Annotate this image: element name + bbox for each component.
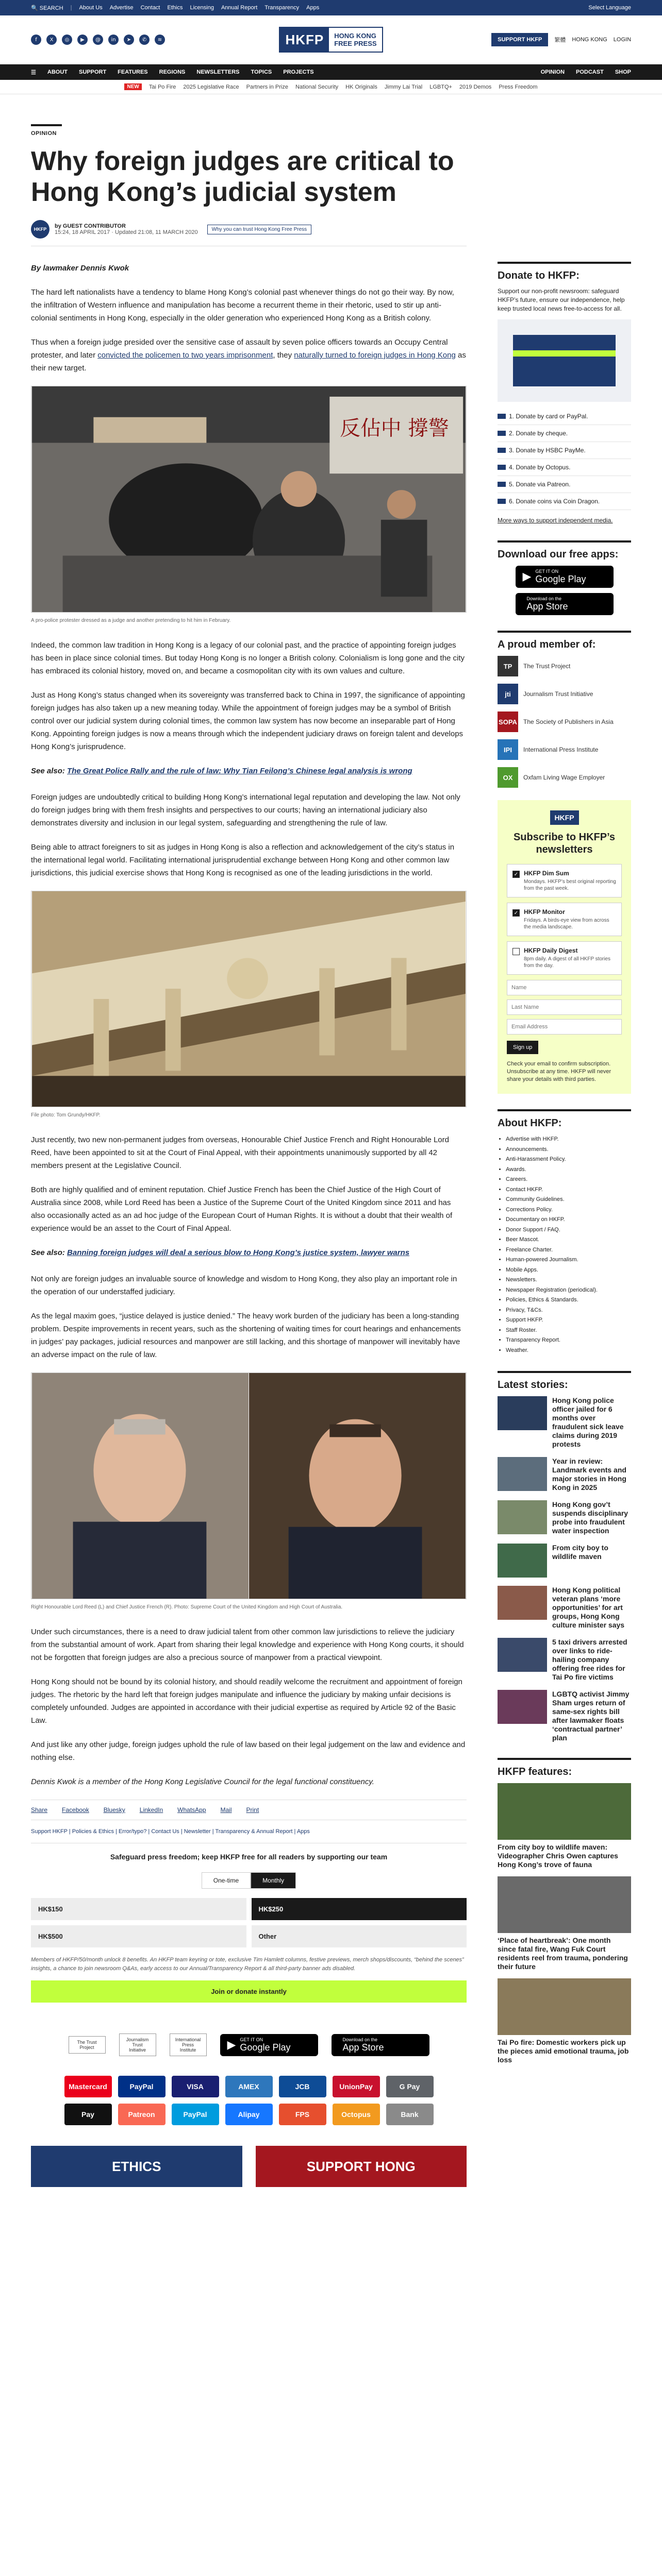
- paragraph: Both are highly qualified and of eminent reputation. Chief Justice French has been the Chief Justice of the High Court of Australia since 2008, while Lord Reed has been a Justice of the Supreme Court of the United Kingdom since 2011 and has also occasionally acted as an ad hoc judge of the European Court of Human Rights. It is without a doubt that their wealth of experience would be an asset to the Court of Final Appeal.: [31, 1185, 453, 1233]
- nav-item[interactable]: REGIONS: [159, 69, 186, 75]
- alipay-icon: Alipay: [225, 2104, 273, 2125]
- trending-bar: [0, 80, 662, 94]
- category-label[interactable]: OPINION: [31, 130, 57, 137]
- about-link[interactable]: • Community Guidelines.: [506, 1195, 631, 1205]
- about-link[interactable]: • Donor Support / FAQ.: [506, 1225, 631, 1235]
- language-select[interactable]: Select Language: [588, 5, 631, 11]
- checkbox-empty-icon: [512, 948, 520, 955]
- last-name-field[interactable]: [507, 999, 622, 1015]
- top-link[interactable]: Transparency: [264, 5, 300, 11]
- google-play-button[interactable]: ▶ GET IT ON Google Play: [516, 566, 614, 588]
- donate-option[interactable]: 6. Donate coins via Coin Dragon.: [498, 493, 631, 510]
- about-link[interactable]: • Privacy, T&Cs.: [506, 1306, 631, 1316]
- amount-option[interactable]: HK$250: [252, 1898, 467, 1920]
- telegram-icon[interactable]: ➤: [124, 35, 134, 45]
- about-link[interactable]: • Transparency Report.: [506, 1335, 631, 1346]
- share-label: Share: [31, 1806, 48, 1814]
- about-link[interactable]: • Announcements.: [506, 1145, 631, 1155]
- share-print[interactable]: Print: [246, 1806, 259, 1814]
- trending-link[interactable]: Tai Po Fire: [148, 83, 176, 90]
- paragraph: Indeed, the common law tradition in Hong Kong is a legacy of our colonial past, and the practice of appointing foreign judges has been in place since colonial times. But today Hong Kong is no longer a British colony. Colonialism is long gone and the city has embraced its colonial history, moved on, and became a cosmopolitan city with its own values and culture.: [31, 641, 465, 675]
- nav-item[interactable]: NEWSLETTERS: [196, 69, 240, 75]
- court-building-photo: [31, 891, 467, 1107]
- share-mail[interactable]: Mail: [220, 1806, 232, 1814]
- x-icon[interactable]: X: [46, 35, 57, 45]
- about-link[interactable]: • Anti-Harassment Policy.: [506, 1155, 631, 1165]
- trending-link[interactable]: LGBTQ+: [429, 83, 452, 90]
- facebook-icon[interactable]: f: [31, 35, 41, 45]
- support-hkfp-button[interactable]: SUPPORT HKFP: [491, 33, 548, 46]
- name-field[interactable]: [507, 980, 622, 995]
- whatsapp-icon[interactable]: ✆: [139, 35, 150, 45]
- latest-story[interactable]: Hong Kong police officer jailed for 6 months over fraudulent sick leave claims during 2019 protests: [498, 1396, 631, 1449]
- amount-option[interactable]: Other: [252, 1925, 467, 1947]
- inline-link[interactable]: naturally turned to foreign judges in Hong Kong: [294, 351, 456, 360]
- fps-icon: FPS: [279, 2104, 326, 2125]
- trending-link[interactable]: National Security: [295, 83, 339, 90]
- donate-option[interactable]: 3. Donate by HSBC PayMe.: [498, 442, 631, 459]
- masthead: [0, 15, 662, 64]
- trending-link[interactable]: Jimmy Lai Trial: [384, 83, 423, 90]
- jcb-icon: JCB: [279, 2076, 326, 2097]
- paypal-alt-icon: PayPal: [172, 2104, 219, 2125]
- latest-story[interactable]: Year in review: Landmark events and major stories in Hong Kong in 2025: [498, 1457, 631, 1492]
- frequency-one-time[interactable]: One-time: [202, 1872, 251, 1889]
- frequency-toggle: [31, 1872, 467, 1889]
- about-link[interactable]: • Corrections Policy.: [506, 1205, 631, 1215]
- policy-links[interactable]: Support HKFP | Policies & Ethics | Error/typo? | Contact Us | Newsletter | Transparency & Annual Report | Apps: [31, 1828, 310, 1835]
- donate-option[interactable]: 5. Donate via Patreon.: [498, 476, 631, 493]
- nav-item[interactable]: OPINION: [540, 69, 565, 75]
- social-links: [31, 35, 279, 45]
- youtube-icon[interactable]: ▶: [77, 35, 88, 45]
- share-whatsapp[interactable]: WhatsApp: [177, 1806, 206, 1814]
- top-link[interactable]: Annual Report: [221, 5, 258, 11]
- top-link[interactable]: Advertise: [109, 5, 134, 11]
- paragraph: Just recently, two new non-permanent judges from overseas, Honourable Chief Justice French and Right Honourable Lord Reed, have been appointed to sit at the Court of Final Appeal, with their appointments unanimously supported by all 42 members present at the Legislative Council.: [31, 1136, 449, 1170]
- nav-item[interactable]: TOPICS: [251, 69, 272, 75]
- newsletter-option[interactable]: HKFP Daily Digest 8pm daily. A digest of all HKFP stories from the day.: [507, 941, 622, 975]
- membership-note: Members of HKFP/50/month unlock 8 benefits. An HKFP team keyring or tote, exclusive Tim Hamlett columns, festive previews, merch shops/discounts, “behind the scenes” insights, a chance to join newsroom Q&As, early access to our Annual/Transparency Report & all third-party banner ads disabled.: [31, 1957, 464, 1972]
- newsletter-option[interactable]: ✓ HKFP Dim Sum Mondays. HKFP’s best original reporting from the past week.: [507, 864, 622, 897]
- about-link[interactable]: • Staff Roster.: [506, 1326, 631, 1336]
- member-logo[interactable]: TP The Trust Project: [498, 656, 631, 676]
- article-body: [31, 262, 467, 2187]
- article-header: [31, 94, 631, 246]
- paragraph: Foreign judges are undoubtedly critical to building Hong Kong’s international legal reputation and developing the law. Not only do foreign judges bring with them fresh insights and perspectives to our courts; having an international judiciary also demonstrates diversity and inclusion in our legal system, safeguarding and strengthening the rule of law.: [31, 793, 460, 827]
- nav-item[interactable]: SHOP: [615, 69, 631, 75]
- paragraph: Thus when a foreign judge presided over the sensitive case of assault by seven police officers towards an Occupy Central protester, and later convicted the policemen to two years imprisonment, they naturally turned to foreign judges in Hong Kong as their new target.: [31, 338, 466, 372]
- newsletter-option[interactable]: ✓ HKFP Monitor Fridays. A birds-eye view from across the media landscape.: [507, 903, 622, 936]
- unionpay-icon: UnionPay: [333, 2076, 380, 2097]
- privacy-note: Check your email to confirm subscription. Unsubscribe at any time. HKFP will never share your details with third parties.: [507, 1061, 611, 1082]
- latest-story[interactable]: 5 taxi drivers arrested over links to ride-hailing company offering free rides for Tai Po fire victims: [498, 1638, 631, 1682]
- linkedin-icon[interactable]: in: [108, 35, 119, 45]
- newsletter-signup: [498, 800, 631, 1094]
- author-link[interactable]: by GUEST CONTRIBUTOR: [55, 223, 126, 229]
- trending-link[interactable]: 2025 Legislative Race: [183, 83, 239, 90]
- share-bluesky[interactable]: Bluesky: [103, 1806, 125, 1814]
- features-heading: HKFP features:: [498, 1758, 631, 1778]
- about-link[interactable]: • Support HKFP.: [506, 1315, 631, 1326]
- trending-link[interactable]: HK Originals: [345, 83, 377, 90]
- signup-button[interactable]: Sign up: [507, 1041, 538, 1054]
- member-logo[interactable]: IPI International Press Institute: [498, 739, 631, 760]
- top-link[interactable]: About Us: [79, 5, 103, 11]
- login-link[interactable]: LOGIN: [613, 37, 632, 43]
- feature-story[interactable]: Tai Po fire: Domestic workers pick up the pieces amid emotional trauma, job loss: [498, 1978, 631, 2064]
- amount-option[interactable]: HK$500: [31, 1925, 246, 1947]
- paragraph: Just as Hong Kong’s status changed when its sovereignty was transferred back to China in 1997, the significance of appointing foreign judges has also taken up a new meaning today. While the appointment of foreign judges may be a symbol of British control over our judicial system during colonial times, the common law system has now become an inseparable part of Hong Kong. Appointing foreign judges is now a means through which the independent judiciary draws on foreign talent and develops Hong Kong’s jurisprudence.: [31, 691, 465, 751]
- search-link[interactable]: 🔍 SEARCH: [31, 5, 63, 11]
- member-logo[interactable]: SOPA The Society of Publishers in Asia: [498, 711, 631, 732]
- share-facebook[interactable]: Facebook: [62, 1806, 89, 1814]
- judges-photo: [31, 1372, 467, 1599]
- about-link[interactable]: • Beer Mascot.: [506, 1235, 631, 1245]
- hamburger-icon[interactable]: ☰: [31, 69, 36, 76]
- trending-link[interactable]: Press Freedom: [499, 83, 538, 90]
- newsletter-logo: HKFP: [550, 810, 579, 825]
- author-bio: Dennis Kwok is a member of the Hong Kong Legislative Council for the legal functional constituency.: [31, 1777, 374, 1786]
- paypal-icon: PayPal: [118, 2076, 166, 2097]
- more-ways-link[interactable]: More ways to support independent media.: [498, 517, 613, 524]
- trending-link[interactable]: 2019 Demos: [459, 83, 492, 90]
- about-link[interactable]: • Awards.: [506, 1165, 631, 1175]
- paragraph: The hard left nationalists have a tendency to blame Hong Kong’s colonial past whenever things do not go their way. By now, the infiltration of Western influence and manipulation has become a recurrent theme in their rhetoric, used to stir up anti-colonial sentiments in Hong Kong, especially in the older generation who experienced Hong Kong as a British colony.: [31, 288, 454, 323]
- svg-text:反佔中 撐警: 反佔中 撐警: [340, 416, 449, 440]
- about-link[interactable]: • Advertise with HKFP.: [506, 1134, 631, 1145]
- checkbox-checked-icon: ✓: [512, 909, 520, 917]
- nav-item[interactable]: PROJECTS: [283, 69, 314, 75]
- donate-title: Safeguard press freedom; keep HKFP free for all readers by supporting our team: [110, 1853, 388, 1861]
- member-heading: A proud member of:: [498, 631, 631, 651]
- partner-logos: [31, 2033, 467, 2056]
- bank-icon: Bank: [386, 2104, 434, 2125]
- about-list: [498, 1134, 631, 1355]
- visa-icon: VISA: [172, 2076, 219, 2097]
- feature-story[interactable]: ‘Place of heartbreak’: One month since fatal fire, Wang Fuk Court residents reel from trauma, pondering their future: [498, 1876, 631, 1971]
- top-link[interactable]: Licensing: [190, 5, 214, 11]
- about-link[interactable]: • Newspaper Registration (periodical).: [506, 1285, 631, 1296]
- paragraph: As the legal maxim goes, “justice delayed is justice denied.” The heavy work burden of the judiciary has been a long-standing problem. Despite improvements in recent years, such as the shortening of waiting times for court hearings and enhancements in judges’ pay packages, judicial resources and manpower are still lacking, and this shortage of manpower will inevitably have an adverse impact on the rule of law.: [31, 1312, 461, 1359]
- about-link[interactable]: • Contact HKFP.: [506, 1185, 631, 1195]
- patreon-icon: Patreon: [118, 2104, 166, 2125]
- checkbox-checked-icon: ✓: [512, 871, 520, 878]
- nav-item[interactable]: ABOUT: [47, 69, 68, 75]
- newsletter-title: Subscribe to HKFP’s newsletters: [513, 832, 616, 855]
- trust-project-logo[interactable]: The Trust Project: [69, 2036, 106, 2054]
- about-link[interactable]: • Mobile Apps.: [506, 1265, 631, 1276]
- see-also: See also: The Great Police Rally and the rule of law: Why Tian Feilong’s Chinese legal analysis is wrong: [31, 767, 412, 775]
- top-utility-bar: 🔍 SEARCH | About Us Advertise Contact Ethics Licensing Annual Report Transparency Apps Select Language: [0, 0, 662, 15]
- amount-option[interactable]: HK$150: [31, 1898, 246, 1920]
- donate-image: [498, 319, 631, 402]
- support-banner[interactable]: SUPPORT HONG: [256, 2146, 467, 2187]
- article-author: By lawmaker Dennis Kwok: [31, 264, 129, 273]
- about-link[interactable]: • Weather.: [506, 1346, 631, 1356]
- paragraph: Being able to attract foreigners to sit as judges in Hong Kong is also a reflection and acknowledgement of the city’s status in the international legal world. Facilitating international jurisprudential exchange between Hong Kong and other common law jurisdictions, this judicial exercise shows that Hong Kong is recognised as one of the leading jurisdictions in the world.: [31, 843, 455, 877]
- latest-story[interactable]: From city boy to wildlife maven: [498, 1544, 631, 1578]
- about-heading: About HKFP:: [498, 1109, 631, 1129]
- inline-link[interactable]: convicted the policemen to two years imprisonment: [97, 351, 273, 360]
- amex-icon: AMEX: [225, 2076, 273, 2097]
- share-bar: [31, 1800, 467, 1820]
- sidebar: [498, 262, 631, 2072]
- paragraph: Hong Kong should not be bound by its colonial history, and should readily welcome the recruitment and appointment of foreign judges. The rhetoric by the hard left that foreign judges manipulate and influence the judiciary by making unfair decisions is completely unfounded. Judges are appointed in accordance with their judicial expertise as required by Article 92 of the Basic Law.: [31, 1677, 462, 1725]
- member-logo[interactable]: jti Journalism Trust Initiative: [498, 684, 631, 704]
- donate-text[interactable]: Support our non-profit newsroom: safeguard HKFP’s future, ensure our independence, help keep trusted local news free-to-access for all.: [498, 287, 625, 312]
- payment-methods: [31, 2076, 467, 2125]
- article-title: Why foreign judges are critical to Hong Kong’s judicial system: [31, 146, 454, 207]
- apple-pay-icon: Pay: [64, 2104, 112, 2125]
- octopus-icon: Octopus: [333, 2104, 380, 2125]
- feature-story[interactable]: From city boy to wildlife maven: Videographer Chris Owen captures Hong Kong’s trove of fauna: [498, 1783, 631, 1869]
- app-store-button[interactable]: Download on the App Store: [516, 593, 614, 615]
- member-logo[interactable]: OX Oxfam Living Wage Employer: [498, 767, 631, 788]
- threads-icon[interactable]: @: [93, 35, 103, 45]
- google-play-button[interactable]: ▶ GET IT ON Google Play: [220, 2034, 318, 2056]
- about-link[interactable]: • Human-powered Journalism.: [506, 1255, 631, 1265]
- region-label[interactable]: HONG KONG: [572, 37, 607, 43]
- photo-caption: A pro-police protester dressed as a judge and another pretending to hit him in February.: [31, 618, 231, 623]
- see-also-link[interactable]: Banning foreign judges will deal a serious blow to Hong Kong’s justice system, lawyer warns: [67, 1248, 410, 1257]
- share-linkedin[interactable]: LinkedIn: [139, 1806, 163, 1814]
- jti-logo[interactable]: Journalism Trust Initiative: [119, 2033, 156, 2056]
- top-link[interactable]: Apps: [306, 5, 320, 11]
- paragraph: Under such circumstances, there is a need to draw judicial talent from other common law jurisdictions to relieve the judiciary from the substantial amount of work. Apart from sharing their legal knowledge and experience with Hong Kong courts, it should not be forgotten that foreign judges are also a precious source of manpower from a practical viewpoint.: [31, 1628, 464, 1662]
- latest-story[interactable]: LGBTQ activist Jimmy Sham urges return of same-sex rights bill after lawmaker floats ‘contractual partner’ plan: [498, 1690, 631, 1742]
- frequency-monthly[interactable]: Monthly: [251, 1872, 296, 1889]
- avatar: HKFP: [31, 220, 49, 239]
- chinese-link[interactable]: 繁體: [554, 37, 566, 43]
- donate-option[interactable]: 4. Donate by Octopus.: [498, 459, 631, 476]
- see-also: See also: Banning foreign judges will deal a serious blow to Hong Kong’s justice system, lawyer warns: [31, 1248, 410, 1257]
- donate-option[interactable]: 1. Donate by card or PayPal.: [498, 408, 631, 425]
- trending-link[interactable]: Partners in Prize: [246, 83, 288, 90]
- about-link[interactable]: • Newsletters.: [506, 1275, 631, 1285]
- photo-caption: Right Honourable Lord Reed (L) and Chief Justice French (R). Photo: Supreme Court of the United Kingdom and High Court of Australia.: [31, 1604, 343, 1610]
- about-link[interactable]: • Careers.: [506, 1175, 631, 1185]
- photo-caption: File photo: Tom Grundy/HKFP.: [31, 1112, 101, 1118]
- about-link[interactable]: • Policies, Ethics & Standards.: [506, 1295, 631, 1306]
- donate-widget: [31, 1843, 467, 2003]
- latest-heading: Latest stories:: [498, 1371, 631, 1391]
- see-also-link[interactable]: The Great Police Rally and the rule of law: Why Tian Feilong’s Chinese legal analysis is wrong: [67, 767, 412, 775]
- google-pay-icon: G Pay: [386, 2076, 434, 2097]
- nav-item[interactable]: PODCAST: [576, 69, 604, 75]
- donate-heading: Donate to HKFP:: [498, 262, 631, 282]
- main-nav: [0, 64, 662, 80]
- nav-item[interactable]: FEATURES: [118, 69, 148, 75]
- rss-icon[interactable]: ≋: [155, 35, 165, 45]
- protest-photo: [31, 386, 467, 613]
- paragraph: And just like any other judge, foreign judges uphold the rule of law based on their legal judgement on the law and evidence and nothing else.: [31, 1740, 466, 1762]
- instagram-icon[interactable]: ◎: [62, 35, 72, 45]
- trust-link[interactable]: Why you can trust Hong Kong Free Press: [207, 225, 312, 234]
- join-button[interactable]: Join or donate instantly: [31, 1980, 467, 2003]
- ethics-banner[interactable]: ETHICS: [31, 2146, 242, 2187]
- top-link[interactable]: Ethics: [167, 5, 183, 11]
- donate-option[interactable]: 2. Donate by cheque.: [498, 425, 631, 442]
- ipi-logo[interactable]: International Press Institute: [170, 2033, 207, 2056]
- latest-story[interactable]: Hong Kong political veteran plans ‘more opportunities’ for art groups, Hong Kong culture minister says: [498, 1586, 631, 1630]
- mastercard-icon: Mastercard: [64, 2076, 112, 2097]
- about-link[interactable]: • Documentary on HKFP.: [506, 1215, 631, 1225]
- new-badge: NEW: [124, 83, 141, 90]
- top-link[interactable]: Contact: [140, 5, 160, 11]
- site-logo[interactable]: HKFP HONG KONG FREE PRESS: [279, 27, 383, 53]
- paragraph: Not only are foreign judges an invaluable source of knowledge and wisdom to Hong Kong, they also play an important role in the operation of our understaffed judiciary.: [31, 1275, 457, 1296]
- email-field[interactable]: [507, 1019, 622, 1035]
- app-store-button[interactable]: Download on the App Store: [332, 2034, 429, 2056]
- nav-item[interactable]: SUPPORT: [78, 69, 107, 75]
- latest-story[interactable]: Hong Kong gov’t suspends disciplinary probe into fraudulent water inspection: [498, 1500, 631, 1535]
- about-link[interactable]: • Freelance Charter.: [506, 1245, 631, 1256]
- apps-heading: Download our free apps:: [498, 540, 631, 561]
- byline: HKFP by GUEST CONTRIBUTOR 15:24, 18 APRIL 2017 · Updated 21:08, 11 MARCH 2020 Why you can trust Hong Kong Free Press: [31, 220, 467, 246]
